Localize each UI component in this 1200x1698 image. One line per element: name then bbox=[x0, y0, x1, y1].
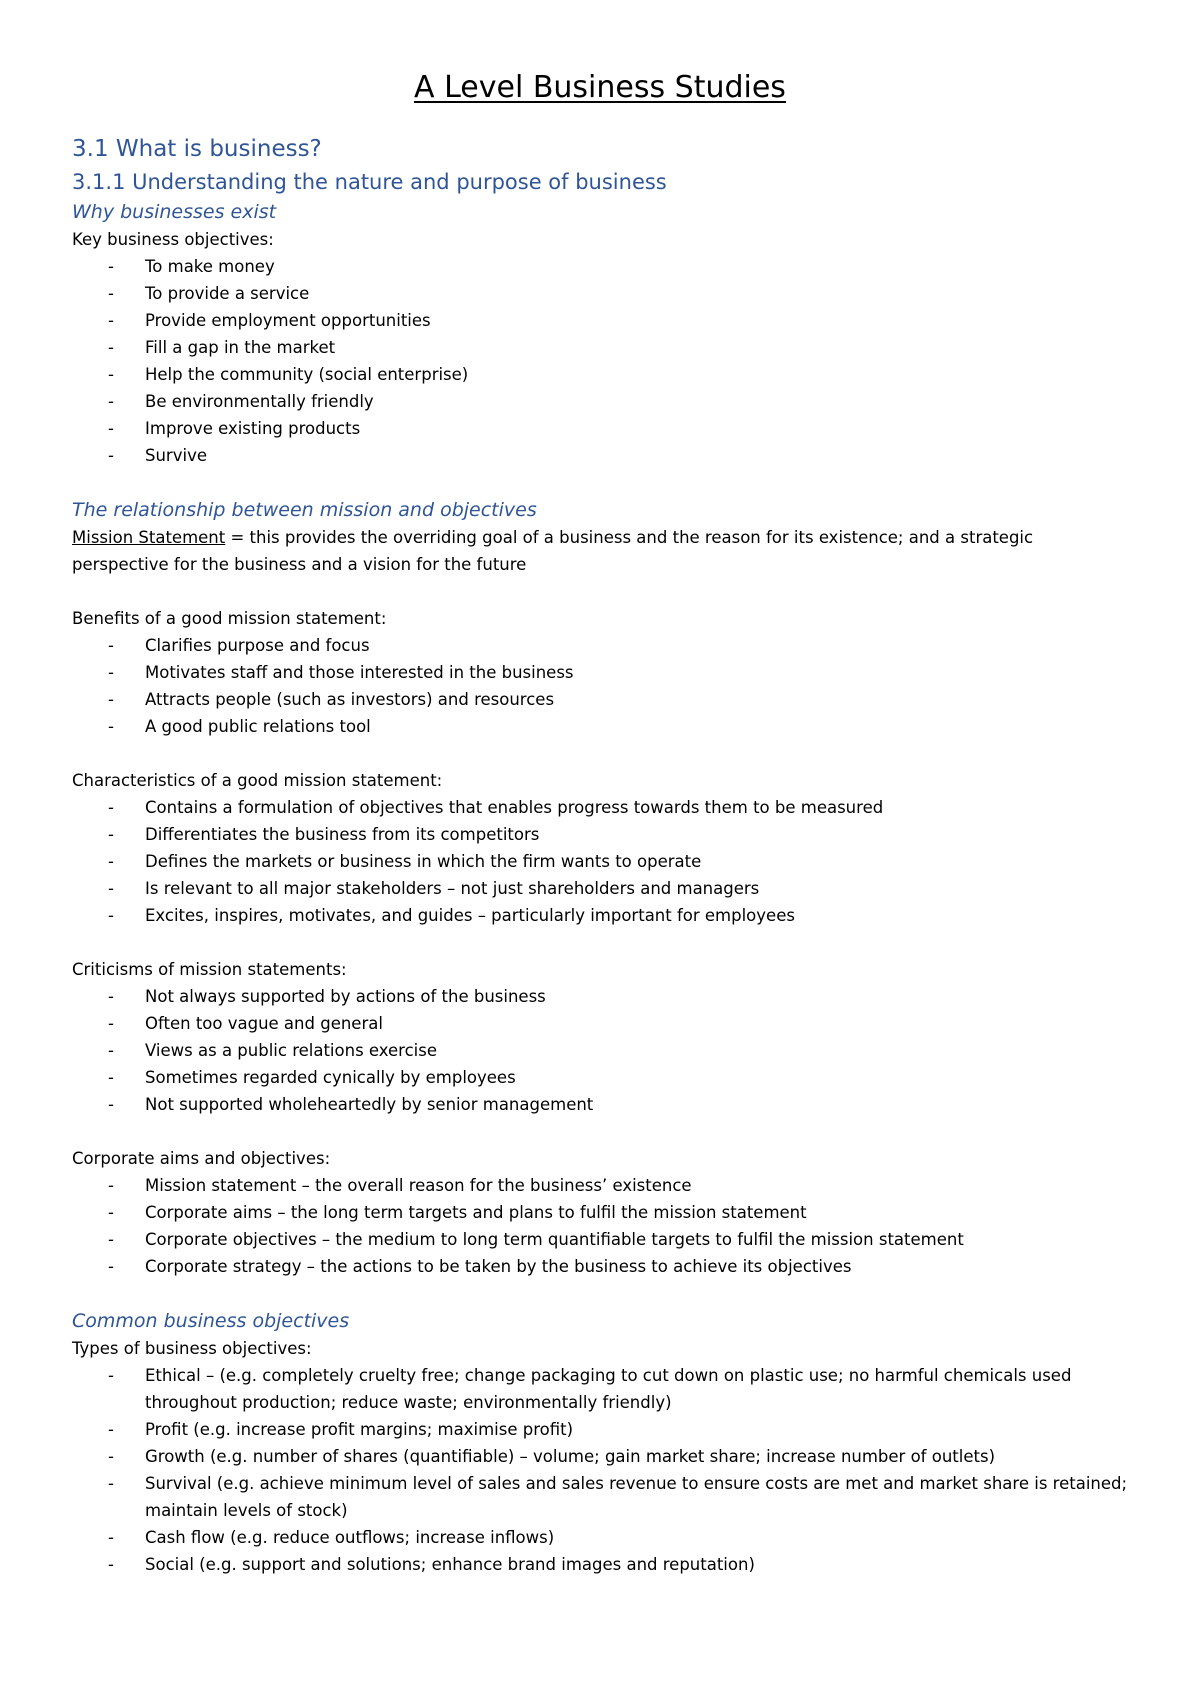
characteristics-list bbox=[72, 794, 1132, 929]
dash-bullet: - bbox=[108, 365, 114, 384]
list-item: - Attracts people (such as investors) and resources bbox=[72, 686, 1132, 713]
dash-bullet: - bbox=[108, 1420, 114, 1439]
dash-bullet: - bbox=[108, 663, 114, 682]
why-exist-list bbox=[72, 253, 1132, 469]
dash-bullet: - bbox=[108, 311, 114, 330]
list-item: - Improve existing products bbox=[72, 415, 1132, 442]
dash-bullet: - bbox=[108, 1555, 114, 1574]
list-item: - Is relevant to all major stakeholders – not just shareholders and managers bbox=[72, 875, 1132, 902]
list-item: - Growth (e.g. number of shares (quantifiable) – volume; gain market share; increase number of outlets) bbox=[72, 1443, 1132, 1470]
dash-bullet: - bbox=[108, 987, 114, 1006]
criticisms-intro: Criticisms of mission statements: bbox=[72, 960, 347, 979]
why-exist-intro: Key business objectives: bbox=[72, 230, 274, 249]
dash-bullet: - bbox=[108, 1257, 114, 1276]
mission-definition bbox=[72, 524, 1132, 578]
mission-definition-text: = this provides the overriding goal of a business and the reason for its existence; and a strategic perspective for the business and a vision for the future bbox=[72, 528, 1034, 574]
list-item: - Social (e.g. support and solutions; enhance brand images and reputation) bbox=[72, 1551, 1132, 1578]
list-item: - Motivates staff and those interested in the business bbox=[72, 659, 1132, 686]
list-item: - Provide employment opportunities bbox=[72, 307, 1132, 334]
dash-bullet: - bbox=[108, 717, 114, 736]
list-item: - Be environmentally friendly bbox=[72, 388, 1132, 415]
list-item: - Profit (e.g. increase profit margins; maximise profit) bbox=[72, 1416, 1132, 1443]
list-item: - Cash flow (e.g. reduce outflows; increase inflows) bbox=[72, 1524, 1132, 1551]
dash-bullet: - bbox=[108, 1474, 114, 1493]
list-item: - Survive bbox=[72, 442, 1132, 469]
list-item: - Corporate objectives – the medium to long term quantifiable targets to fulfil the mission statement bbox=[72, 1226, 1132, 1253]
list-item: - Defines the markets or business in which the firm wants to operate bbox=[72, 848, 1132, 875]
common-objectives-heading: Common business objectives bbox=[72, 1310, 350, 1332]
dash-bullet: - bbox=[108, 1528, 114, 1547]
dash-bullet: - bbox=[108, 879, 114, 898]
mission-heading: The relationship between mission and objectives bbox=[72, 499, 537, 521]
benefits-intro: Benefits of a good mission statement: bbox=[72, 609, 387, 628]
list-item: - Corporate strategy – the actions to be taken by the business to achieve its objectives bbox=[72, 1253, 1132, 1280]
why-exist-heading: Why businesses exist bbox=[72, 201, 277, 223]
dash-bullet: - bbox=[108, 1230, 114, 1249]
document-body bbox=[72, 132, 1132, 1578]
list-item: - To provide a service bbox=[72, 280, 1132, 307]
dash-bullet: - bbox=[108, 690, 114, 709]
list-item: - Help the community (social enterprise) bbox=[72, 361, 1132, 388]
list-item: - Views as a public relations exercise bbox=[72, 1037, 1132, 1064]
criticisms-list bbox=[72, 983, 1132, 1118]
dash-bullet: - bbox=[108, 1095, 114, 1114]
dash-bullet: - bbox=[108, 1366, 114, 1385]
list-item: - Differentiates the business from its competitors bbox=[72, 821, 1132, 848]
list-item: - Fill a gap in the market bbox=[72, 334, 1132, 361]
list-item: - Contains a formulation of objectives that enables progress towards them to be measured bbox=[72, 794, 1132, 821]
corporate-intro: Corporate aims and objectives: bbox=[72, 1149, 331, 1168]
characteristics-intro: Characteristics of a good mission statement: bbox=[72, 771, 443, 790]
document-title: A Level Business Studies bbox=[414, 70, 786, 105]
section-heading: 3.1 What is business? bbox=[72, 136, 322, 162]
dash-bullet: - bbox=[108, 392, 114, 411]
list-item: - To make money bbox=[72, 253, 1132, 280]
dash-bullet: - bbox=[108, 852, 114, 871]
dash-bullet: - bbox=[108, 338, 114, 357]
dash-bullet: - bbox=[108, 798, 114, 817]
dash-bullet: - bbox=[108, 1068, 114, 1087]
benefits-list bbox=[72, 632, 1132, 740]
section-subheading: 3.1.1 Understanding the nature and purpose of business bbox=[72, 170, 667, 194]
common-objectives-intro: Types of business objectives: bbox=[72, 1339, 312, 1358]
dash-bullet: - bbox=[108, 636, 114, 655]
list-item: - Clarifies purpose and focus bbox=[72, 632, 1132, 659]
dash-bullet: - bbox=[108, 257, 114, 276]
corporate-list bbox=[72, 1172, 1132, 1280]
mission-term: Mission Statement bbox=[72, 528, 226, 547]
list-item: - Not always supported by actions of the business bbox=[72, 983, 1132, 1010]
dash-bullet: - bbox=[108, 825, 114, 844]
list-item: - Often too vague and general bbox=[72, 1010, 1132, 1037]
list-item: - Corporate aims – the long term targets and plans to fulfil the mission statement bbox=[72, 1199, 1132, 1226]
dash-bullet: - bbox=[108, 1041, 114, 1060]
dash-bullet: - bbox=[108, 1176, 114, 1195]
dash-bullet: - bbox=[108, 906, 114, 925]
list-item: - Not supported wholeheartedly by senior management bbox=[72, 1091, 1132, 1118]
dash-bullet: - bbox=[108, 446, 114, 465]
dash-bullet: - bbox=[108, 1014, 114, 1033]
common-objectives-list bbox=[72, 1362, 1132, 1578]
list-item: - Sometimes regarded cynically by employees bbox=[72, 1064, 1132, 1091]
list-item: - Survival (e.g. achieve minimum level of sales and sales revenue to ensure costs are met and market share is retained; maintain levels of stock) bbox=[72, 1470, 1132, 1524]
list-item: - Excites, inspires, motivates, and guides – particularly important for employees bbox=[72, 902, 1132, 929]
dash-bullet: - bbox=[108, 284, 114, 303]
list-item: - Mission statement – the overall reason for the business’ existence bbox=[72, 1172, 1132, 1199]
dash-bullet: - bbox=[108, 1203, 114, 1222]
dash-bullet: - bbox=[108, 1447, 114, 1466]
list-item: - Ethical – (e.g. completely cruelty free; change packaging to cut down on plastic use; no harmful chemicals used throughout production; reduce waste; environmentally friendly) bbox=[72, 1362, 1132, 1416]
dash-bullet: - bbox=[108, 419, 114, 438]
list-item: - A good public relations tool bbox=[72, 713, 1132, 740]
